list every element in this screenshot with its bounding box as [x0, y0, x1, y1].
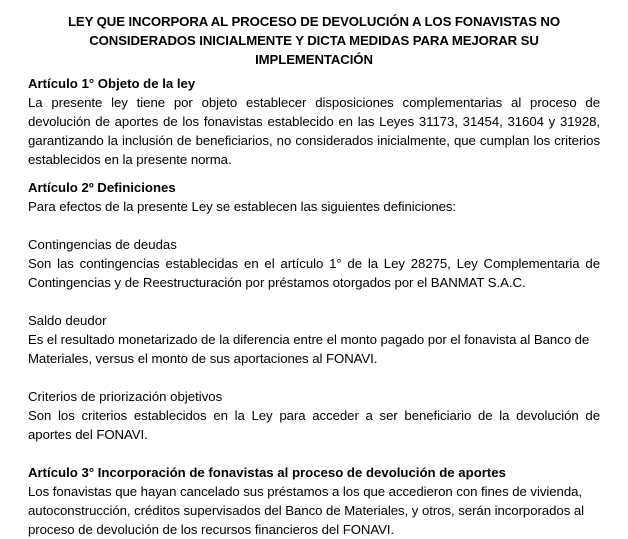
article-1-body: La presente ley tiene por objeto establecer disposiciones complementarias al proceso de devolución de aportes de los fonavistas establecido en las Leyes 31173, 31454, 31604 y 31928, garantizando la inclusión de beneficiarios, no considerados inicialmente, que cumplan los criterios establecidos en la presente norma.: [28, 95, 600, 167]
article-1-section: [28, 74, 600, 169]
article-1-heading: Artículo 1° Objeto de la ley: [28, 76, 196, 91]
definitions-gap-3: [28, 368, 600, 387]
article-3-heading: Artículo 3° Incorporación de fonavistas al proceso de devolución de aportes: [28, 465, 506, 480]
article-3-body: Los fonavistas que hayan cancelado sus préstamos a los que accedieron con fines de vivienda, autoconstrucción, créditos supervisados del Banco de Materiales, y otros, serán incorporados al proceso de devolución de los recursos financieros del FONAVI.: [28, 484, 585, 537]
article-3-section: [28, 463, 600, 539]
definitions-gap-1: [28, 216, 600, 235]
definitions-gap-2: [28, 292, 600, 311]
definition-body: Son las contingencias establecidas en el artículo 1° de la Ley 28275, Ley Complementaria de Contingencias y de Reestructuración por préstamos otorgados por el BANMAT S.A.C.: [28, 256, 600, 290]
definition-body: Son los criterios establecidos en la Ley para acceder a ser beneficiario de la devolución de aportes del FONAVI.: [28, 408, 600, 442]
article-2-body: Para efectos de la presente Ley se establecen las siguientes definiciones:: [28, 199, 457, 214]
article-2-section: [28, 178, 600, 216]
definition-body: Es el resultado monetarizado de la diferencia entre el monto pagado por el fonavista al Banco de Materiales, versus el monto de sus aportaciones al FONAVI.: [28, 332, 590, 366]
definition-contingencias-de-deudas: [28, 235, 600, 292]
definition-term: Saldo deudor: [28, 313, 107, 328]
definition-criterios-de-priorizacion-objetivos: [28, 387, 600, 444]
section-gap: [28, 169, 600, 178]
article-2-heading: Artículo 2º Definiciones: [28, 180, 176, 195]
section-gap-2: [28, 444, 600, 463]
definition-term: Criterios de priorización objetivos: [28, 389, 223, 404]
definition-saldo-deudor: [28, 311, 600, 368]
document-title: LEY QUE INCORPORA AL PROCESO DE DEVOLUCIÓN A LOS FONAVISTAS NO CONSIDERADOS INICIALMENTE Y DICTA MEDIDAS PARA MEJORAR SU IMPLEMENTACIÓN: [67, 14, 561, 67]
definition-term: Contingencias de deudas: [28, 237, 177, 252]
